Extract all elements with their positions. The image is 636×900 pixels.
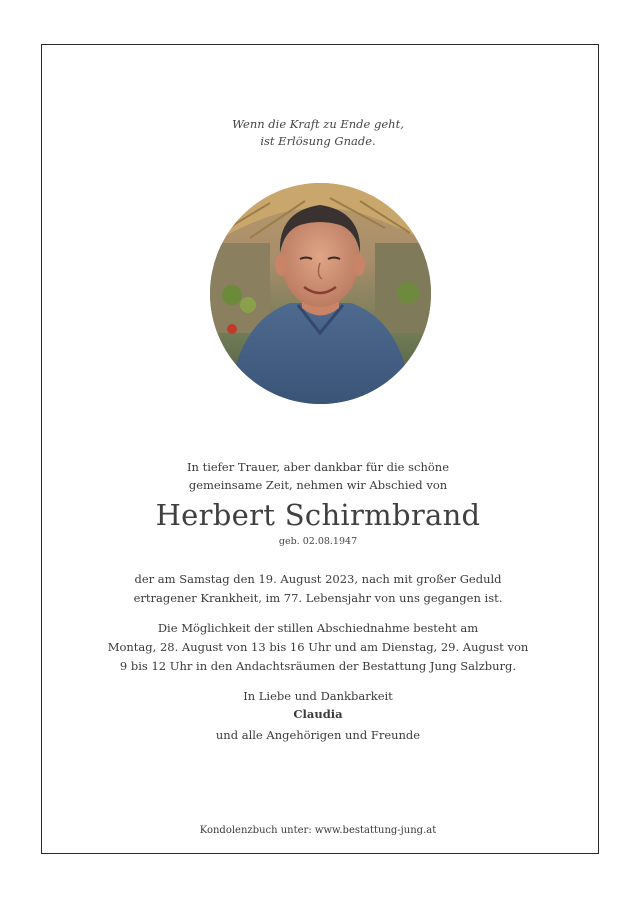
motto-quote bbox=[0, 116, 636, 150]
mourner-name: Claudia bbox=[293, 707, 343, 721]
portrait-illustration bbox=[210, 183, 431, 404]
viewing-line-2: Montag, 28. August von 13 bis 16 Uhr und am Dienstag, 29. August von bbox=[107, 640, 529, 654]
closing-words bbox=[0, 687, 636, 723]
viewing-line-1: Die Möglichkeit der stillen Abschiednahme besteht am bbox=[157, 621, 479, 635]
birth-date: geb. 02.08.1947 bbox=[278, 536, 358, 547]
intro-line-2: gemeinsame Zeit, nehmen wir Abschied von bbox=[188, 478, 448, 492]
motto-line-1: Wenn die Kraft zu Ende geht, bbox=[232, 117, 404, 131]
intro-line-1: In tiefer Trauer, aber dankbar für die schöne bbox=[186, 460, 450, 474]
condolence-link[interactable]: Kondolenzbuch unter: www.bestattung-jung.at bbox=[199, 825, 437, 836]
intro-text bbox=[0, 458, 636, 494]
death-line-2: ertragener Krankheit, im 77. Lebensjahr von uns gegangen ist. bbox=[133, 591, 503, 605]
death-notice bbox=[0, 570, 636, 608]
family-line: und alle Angehörigen und Freunde bbox=[215, 728, 421, 742]
deceased-name: Herbert Schirmbrand bbox=[155, 498, 481, 532]
death-line-1: der am Samstag den 19. August 2023, nach mit großer Geduld bbox=[134, 572, 502, 586]
motto-line-2: ist Erlösung Gnade. bbox=[260, 134, 376, 148]
viewing-info bbox=[0, 619, 636, 676]
love-line: In Liebe und Dankbarkeit bbox=[243, 689, 393, 703]
portrait-photo bbox=[210, 183, 431, 404]
viewing-line-3: 9 bis 12 Uhr in den Andachtsräumen der Bestattung Jung Salzburg. bbox=[119, 659, 517, 673]
